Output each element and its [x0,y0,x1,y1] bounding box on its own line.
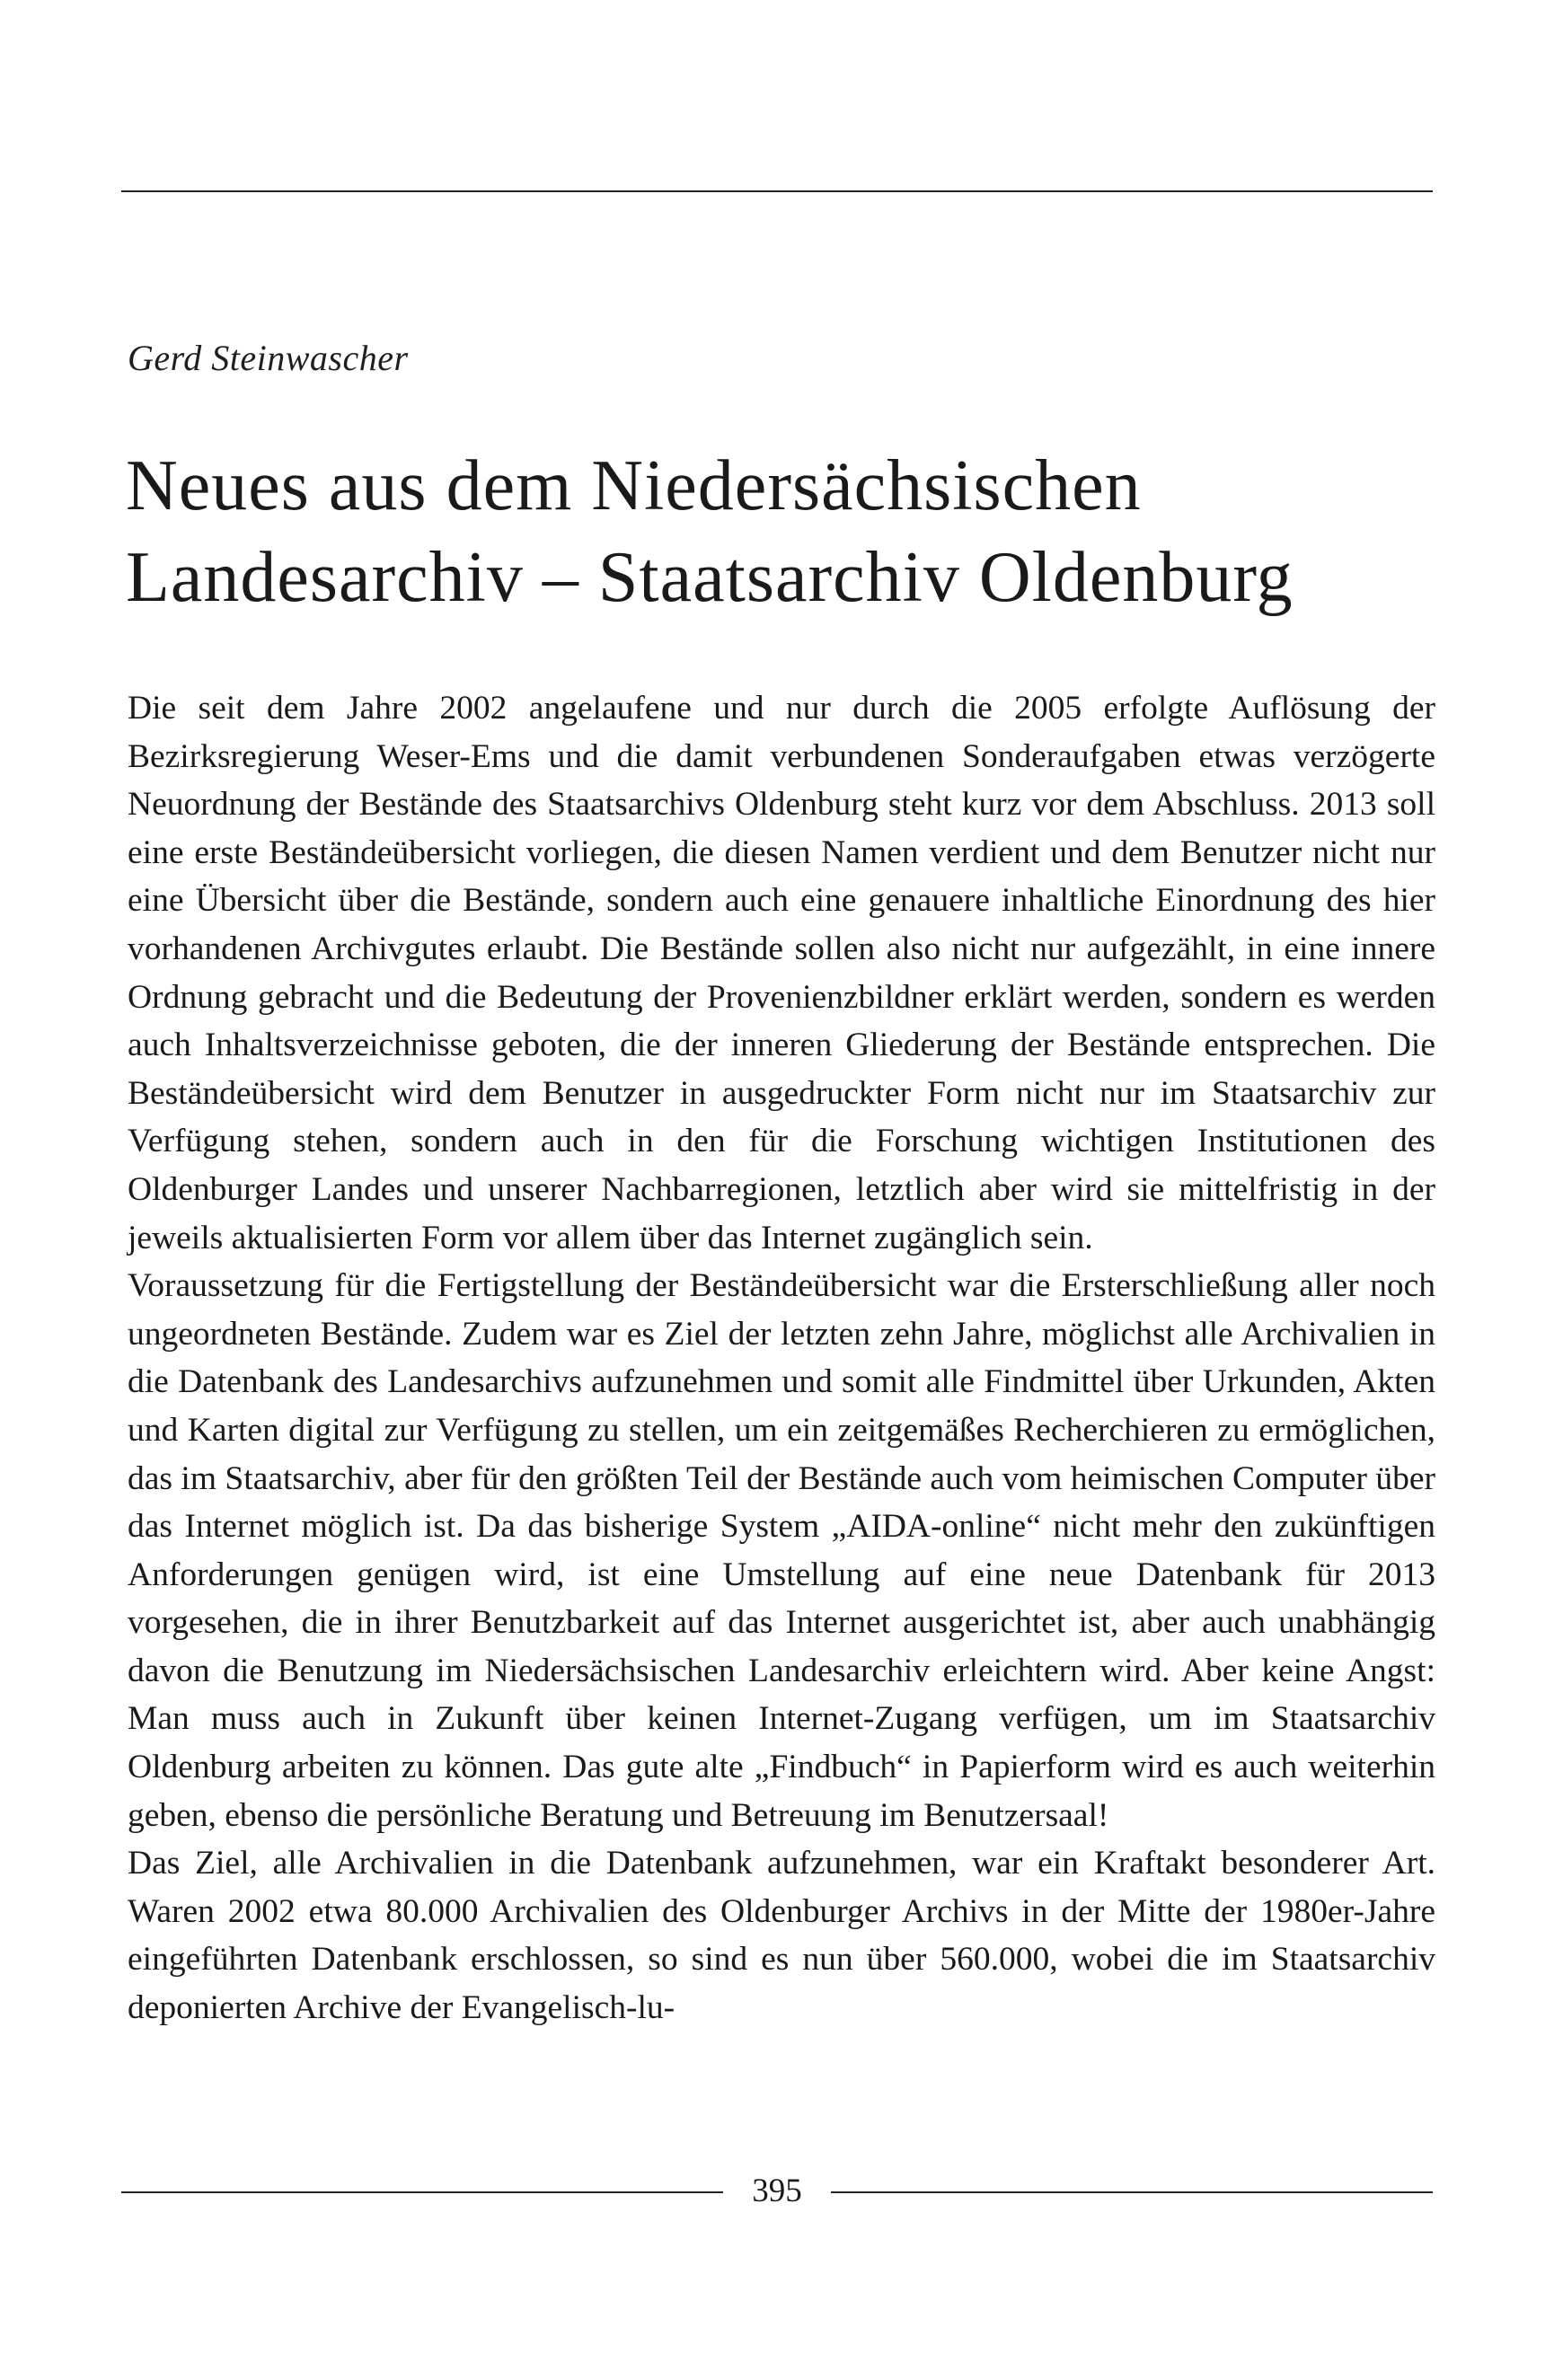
page-number: 395 [752,2173,802,2209]
paragraph-2: Voraussetzung für die Fertigstellung der Beständeübersicht war die Ersterschließung aller noch ungeordneten Bestände. Zudem war es Ziel der letzten zehn Jahre, möglichst alle Archivalien in die Datenbank des Landesarchivs aufzunehmen und somit alle Findmittel über Urkunden, Akten und Karten digital zur Verfügung zu stellen, um ein zeitgemäßes Recherchieren zu ermöglichen, das im Staatsarchiv, aber für den größten Teil der Bestände auch vom heimischen Computer über das Internet möglich ist. Da das bisherige System „AIDA-online“ nicht mehr den zukünftigen Anforderungen genügen wird, ist eine Umstellung auf eine neue Datenbank für 2013 vorgesehen, die in ihrer Benutzbarkeit auf das Internet ausgerichtet ist, aber auch unabhängig davon die Benutzung im Niedersächsischen Landesarchiv erleichtern wird. Aber keine Angst: Man muss auch in Zukunft über keinen Internet-Zugang verfügen, um im Staatsarchiv Oldenburg arbeiten zu können. Das gute alte „Findbuch“ in Papierform wird es auch weiterhin geben, ebenso die persönliche Beratung und Betreuung im Benutzersaal! [128,1267,1435,1834]
top-rule [121,190,1433,192]
title-line-2: Landesarchiv – Staatsarchiv Oldenburg [126,538,1294,617]
author-name: Gerd Steinwascher [128,338,409,378]
page-footer [121,2172,1433,2217]
footer-rule-right [831,2191,1433,2193]
paragraph-3: Das Ziel, alle Archivalien in die Datenbank aufzunehmen, war ein Kraftakt besonderer Art. Waren 2002 etwa 80.000 Archivalien des Oldenburger Archivs in der Mitte der 1980er-Jahre eingeführten Datenbank erschlossen, so sind es nun über 560.000, wobei die im Staatsarchiv deponierten Archive der Evangelisch-lu- [128,1845,1435,2027]
paragraph-1: Die seit dem Jahre 2002 angelaufene und nur durch die 2005 erfolgte Auflösung der Bezirksregierung Weser-Ems und die damit verbundenen Sonderaufgaben etwas verzögerte Neuordnung der Bestände des Staatsarchivs Oldenburg steht kurz vor dem Abschluss. 2013 soll eine erste Beständeübersicht vorliegen, die diesen Namen verdient und dem Benutzer nicht nur eine Übersicht über die Bestände, sondern auch eine genauere inhaltliche Einordnung des hier vorhandenen Archivgutes erlaubt. Die Bestände sollen also nicht nur aufgezählt, in eine innere Ordnung gebracht und die Bedeutung der Provenienzbildner erklärt werden, sondern es werden auch Inhaltsverzeichnisse geboten, die der inneren Gliederung der Bestände entsprechen. Die Beständeübersicht wird dem Benutzer in ausgedruckter Form nicht nur im Staatsarchiv zur Verfügung stehen, sondern auch in den für die Forschung wichtigen Institutionen des Oldenburger Landes und unserer Nachbarregionen, letztlich aber wird sie mittelfristig in der jeweils aktualisierten Form vor allem über das Internet zugänglich sein. [128,690,1435,1256]
article-title [126,440,1446,623]
body-text [128,684,1435,2032]
title-line-1: Neues aus dem Niedersächsischen [126,446,1142,525]
